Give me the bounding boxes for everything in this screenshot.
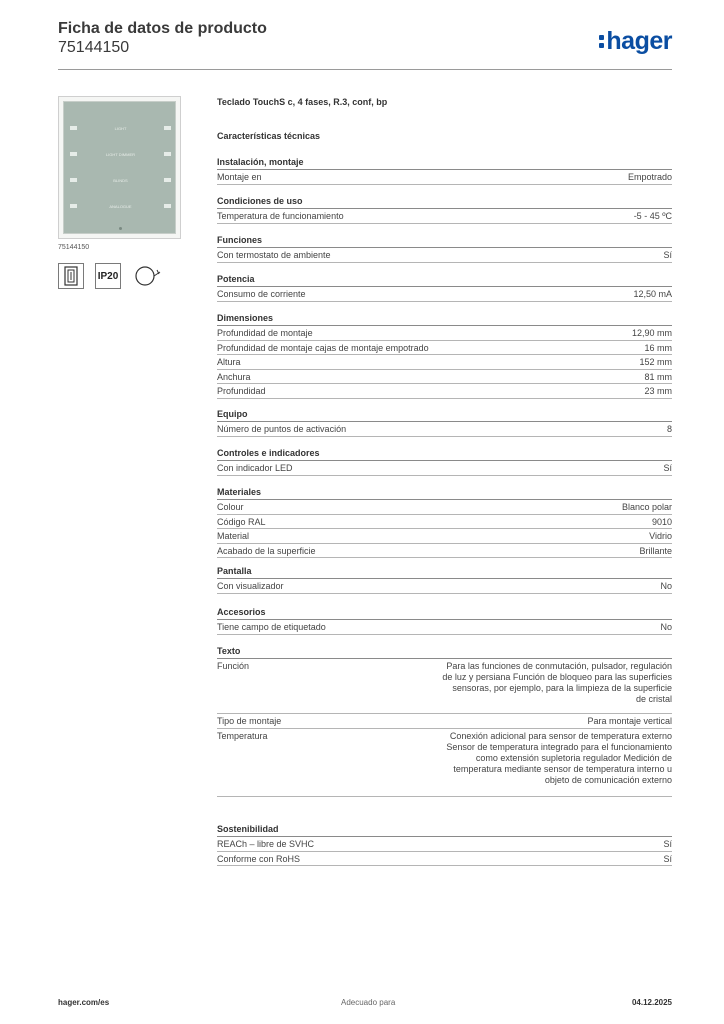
spec-label: Consumo de corriente [217,289,306,299]
spec-label: Montaje en [217,172,262,182]
logo-text: hager [606,26,672,55]
spec-label: Altura [217,357,241,368]
spec-label: Conforme con RoHS [217,853,301,864]
spec-row [217,355,672,370]
page-header [58,20,672,70]
spec-row [217,579,672,594]
footer-center-text: Adecuado para [341,998,396,1007]
spec-row [217,714,672,729]
spec-label: Profundidad de montaje cajas de montaje empotrado [217,342,429,353]
spec-label: Material [217,531,250,542]
spec-row [217,326,672,341]
section-title: Pantalla [217,566,672,579]
section-title: Accesorios [217,607,672,620]
panel-row: ANALOGUE [70,200,171,212]
spec-value: 16 mm [644,342,672,353]
spec-value: No [660,622,672,632]
spec-value: Blanco polar [621,502,672,512]
spec-value: Para montaje vertical [587,716,672,726]
spec-row [217,659,672,714]
spec-value: -5 - 45 ºC [633,211,672,221]
spec-label: REACh – libre de SVHC [217,839,315,849]
spec-row [217,287,672,302]
spec-label: Temperatura [217,731,268,741]
spec-value: Brillante [639,545,672,556]
spec-value: Sí [663,250,672,260]
spec-value: No [660,581,672,591]
spec-label: Con visualizador [217,581,284,591]
spec-row [217,837,672,852]
spec-row [217,515,672,530]
technical-characteristics-title: Características técnicas [217,131,321,141]
spec-value: Sí [663,853,672,864]
panel-row: LIGHT [70,122,171,134]
logo-mark-icon [599,35,604,48]
hager-logo [599,24,672,58]
spec-value: Conexión adicional para sensor de temperatura externo Sensor de temperatura integrado para el funcionamiento como extensión supletoria regulador Medición de temperatura mediante sensor de temperatura interno u objeto de comunicación externo [446,731,672,785]
spec-label: Código RAL [217,516,266,527]
spec-label: Colour [217,502,244,512]
footer-date: 04.12.2025 [631,998,672,1007]
spec-row [217,529,672,544]
spec-row [217,500,672,515]
spec-row [217,620,672,635]
spec-value: 9010 [651,516,672,527]
spec-value: Empotrado [627,172,672,182]
spec-row [217,341,672,356]
spec-value: 12,50 mA [633,289,672,299]
product-image [58,96,181,239]
panel-row: BLINDS [70,174,171,186]
spec-row [217,461,672,476]
spec-row [217,248,672,263]
section-title: Dimensiones [217,313,672,326]
spec-row [217,170,672,185]
ip20-badge: IP20 [95,263,121,289]
spec-value: Para las funciones de conmutación, pulsador, regulación de luz y persiana Función de bloqueo para las superficies sensoras, por ejemplo, para la limpieza de la superficie de cristal [442,661,672,704]
spec-row [217,729,672,797]
section-title: Instalación, montaje [217,157,672,170]
section-title: Equipo [217,409,672,422]
section-title: Texto [217,646,672,659]
spec-row [217,370,672,385]
spec-row [217,852,672,867]
panel-row: LIGHT DIMMER [70,148,171,160]
section-title: Potencia [217,274,672,287]
spec-label: Con termostato de ambiente [217,250,331,260]
product-name: Teclado TouchS c, 4 fases, R.3, conf, bp [217,97,388,107]
touch-panel-illustration [63,101,176,234]
spec-value: Sí [663,463,672,473]
spec-label: Acabado de la superficie [217,545,316,556]
spec-value: 152 mm [639,357,672,368]
section-title: Sostenibilidad [217,824,672,837]
panel-led [119,227,122,230]
spec-value: Sí [663,839,672,849]
spec-row [217,422,672,437]
spec-label: Anchura [217,371,251,382]
section-title: Controles e indicadores [217,448,672,461]
spec-value: 8 [666,424,672,434]
spec-value: Vidrio [649,531,672,542]
spec-label: Función [217,661,250,671]
spec-value: 12,90 mm [631,328,672,338]
spec-label: Tipo de montaje [217,716,282,726]
spec-label: Profundidad de montaje [217,328,313,338]
image-caption: 75144150 [58,244,90,251]
footer-website[interactable]: hager.com/es [58,998,110,1007]
section-title: Funciones [217,235,672,248]
spec-value: 23 mm [644,386,672,397]
section-title: Condiciones de uso [217,196,672,209]
spec-label: Temperatura de funcionamiento [217,211,344,221]
spec-label: Profundidad [217,386,266,397]
document-title: Ficha de datos de producto [58,20,267,37]
section-title: Materiales [217,487,672,500]
spec-label: Con indicador LED [217,463,293,473]
spec-row [217,384,672,399]
temperature-sensor-icon [133,263,163,289]
spec-label: Número de puntos de activación [217,424,347,434]
spec-row [217,209,672,224]
spec-value: 81 mm [644,371,672,382]
flush-mount-icon [58,263,84,289]
spec-label: Tiene campo de etiquetado [217,622,326,632]
product-code: 75144150 [58,39,130,56]
spec-row [217,544,672,559]
